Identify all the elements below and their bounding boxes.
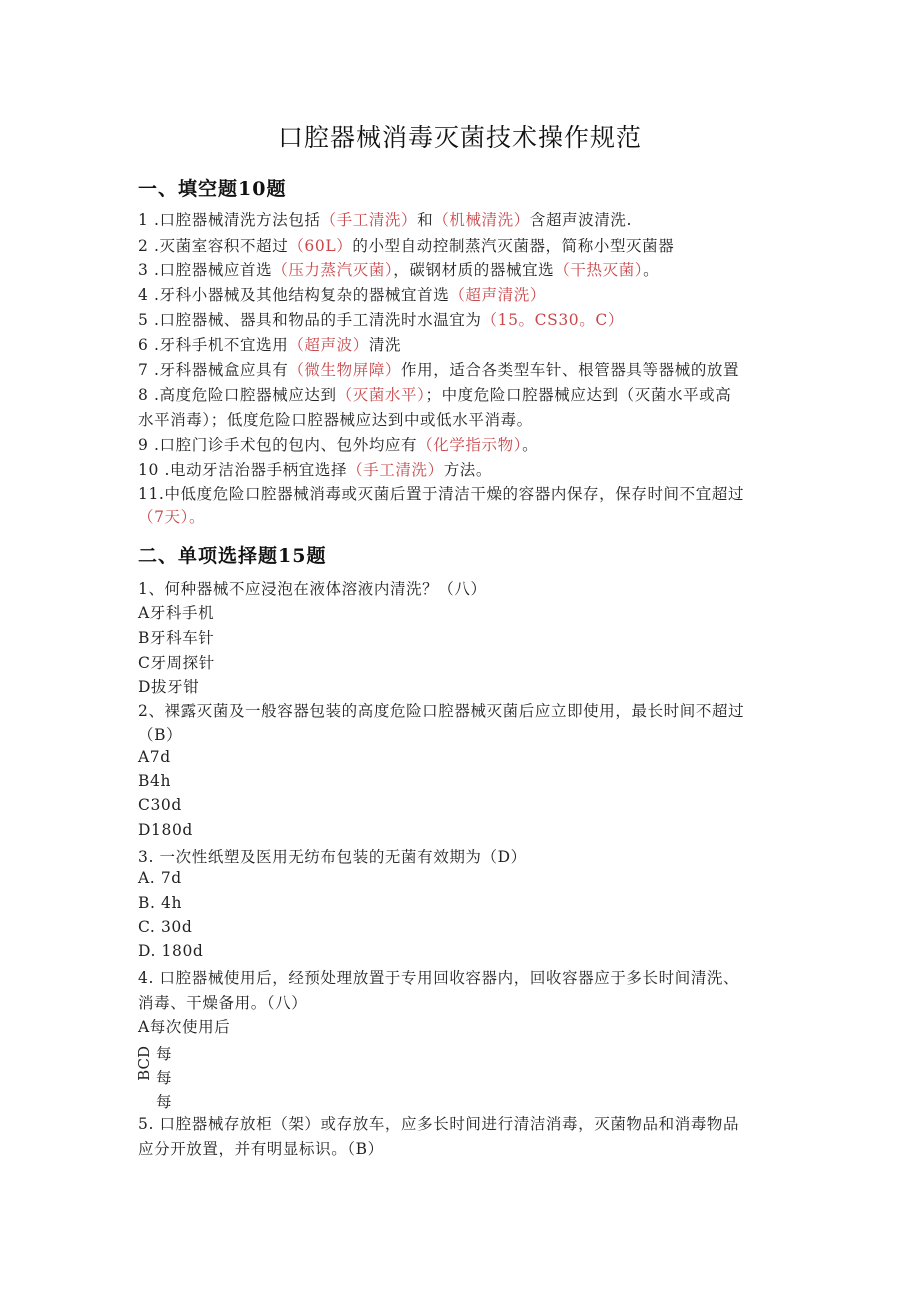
fill-question-9: 9 .口腔门诊手术包的包内、包外均应有（化学指示物）。 [138,436,539,454]
choice-2-option-c: C30d [138,796,182,814]
choice-3-option-b: B. 4h [138,894,183,912]
choice-1-option-b: B牙科车针 [138,629,215,647]
section-heading-single-choice: 二、单项选择题15题 [138,545,327,567]
choice-question-2-answer: （B） [138,726,183,744]
choice-question-2: 2、裸露灭菌及一般容器包装的高度危险口腔器械灭菌后应立即使用，最长时间不超过 [138,702,745,720]
choice-4-option-d: 每 [156,1093,172,1111]
fill-question-3: 3 .口腔器械应首选（压力蒸汽灭菌），碳钢材质的器械宜选（干热灭菌）。 [138,261,660,279]
fill-question-5: 5 .口腔器械、器具和物品的手工清洗时水温宜为（15。CS30。C） [138,311,624,329]
choice-question-4-cont: 消毒、干燥备用。（八） [138,994,308,1012]
fill-question-2: 2 .灭菌室容积不超过（60L）的小型自动控制蒸汽灭菌器，简称小型灭菌器 [138,237,675,255]
choice-question-1: 1、何种器械不应浸泡在液体溶液内清洗？（八） [138,580,487,598]
choice-3-option-d: D. 180d [138,942,204,960]
choice-question-5-cont: 应分开放置，并有明显标识。（B） [138,1140,384,1158]
choice-2-option-b: B4h [138,772,172,790]
section-heading-fill-in: 一、填空题10题 [138,178,287,200]
choice-4-option-b: 每 [156,1045,172,1063]
fill-question-11: 11.中低度危险口腔器械消毒或灭菌后置于清洁干燥的容器内保存，保存时间不宜超过 [138,485,745,503]
fill-question-11-answer: （7天）。 [138,508,206,526]
page-title: 口腔器械消毒灭菌技术操作规范 [277,123,642,152]
choice-3-option-c: C. 30d [138,918,193,936]
fill-question-7: 7 .牙科器械盒应具有（微生物屏障）作用，适合各类型车针、根管器具等器械的放置 [138,361,740,379]
fill-question-4: 4 .牙科小器械及其他结构复杂的器械宜首选（超声清洗） [138,286,546,304]
choice-2-option-d: D180d [138,821,193,839]
choice-1-option-a: A牙科手机 [138,604,215,622]
fill-question-8: 8 .高度危险口腔器械应达到（灭菌水平）；中度危险口腔器械应达到（灭菌水平或高 [138,386,732,404]
choice-question-5: 5. 口腔器械存放柜（架）或存放车，应多长时间进行清洁消毒，灭菌物品和消毒物品 [138,1115,740,1133]
fill-question-6: 6 .牙科手机不宜选用（超声波）清洗 [138,336,402,354]
choice-4-option-c: 每 [156,1069,172,1087]
choice-question-4: 4. 口腔器械使用后，经预处理放置于专用回收容器内，回收容器应于多长时间清洗、 [138,969,740,987]
choice-question-3: 3. 一次性纸塑及医用无纺布包装的无菌有效期为（D） [138,848,527,866]
fill-question-10: 10 .电动牙洁治器手柄宜选择（手工清洗）方法。 [138,461,492,479]
choice-3-option-a: A. 7d [138,869,182,887]
choice-2-option-a: A7d [138,748,171,766]
choice-4-option-a: A每次使用后 [138,1018,231,1036]
fill-question-8-cont: 水平消毒）；低度危险口腔器械应达到中或低水平消毒。 [138,411,533,429]
fill-question-1: 1 .口腔器械清洗方法包括（手工清洗）和（机械清洗）含超声波清洗. [138,211,632,229]
choice-1-option-d: D拔牙钳 [138,678,200,696]
choice-4-option-letters: BCD [135,1046,153,1081]
choice-1-option-c: C牙周探针 [138,654,215,672]
